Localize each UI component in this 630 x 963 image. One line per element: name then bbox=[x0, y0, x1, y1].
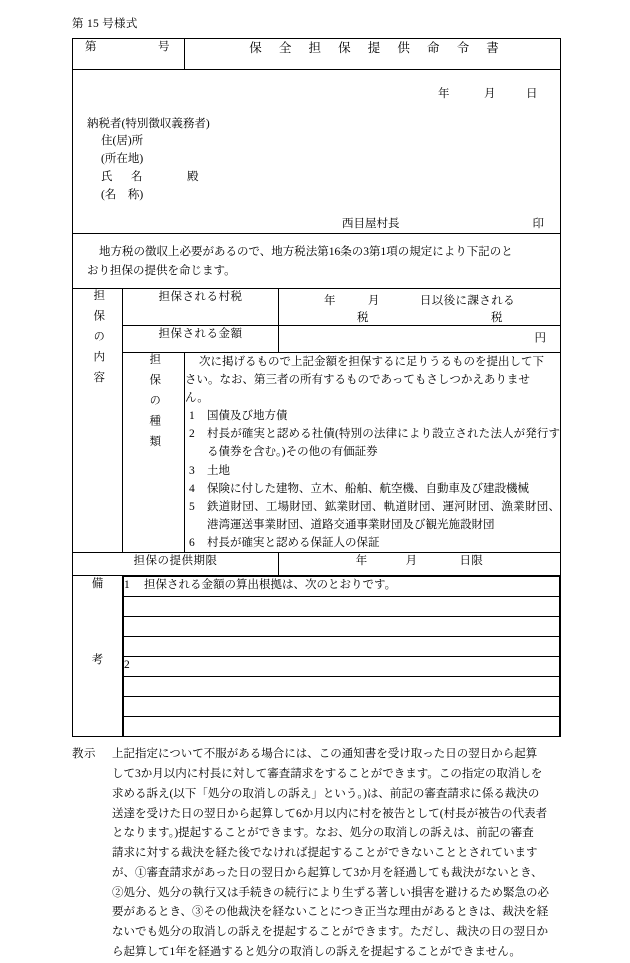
secured-tax-mark-1: 税 bbox=[357, 311, 369, 324]
addressee-block bbox=[73, 104, 560, 234]
document-number-cell bbox=[73, 39, 185, 70]
instruction-line: 要があるとき、③その他裁決を経ないことにつき正当な理由があるときは、裁決を経 bbox=[112, 906, 549, 919]
deadline-row bbox=[73, 553, 561, 576]
table-row bbox=[124, 677, 560, 697]
honorific-label: 殿 bbox=[187, 170, 199, 183]
name-alt-label: (名 称) bbox=[101, 188, 144, 201]
seal-mark: 印 bbox=[532, 217, 545, 230]
list-item bbox=[185, 480, 560, 498]
name-label-row bbox=[87, 169, 560, 187]
statement-text bbox=[73, 234, 560, 280]
remark-line[interactable] bbox=[124, 577, 560, 597]
collateral-content-label-cell bbox=[73, 289, 123, 553]
title-row bbox=[73, 39, 561, 70]
item-text: 土地 bbox=[207, 464, 230, 477]
page-title: 保 全 担 保 提 供 命 令 書 bbox=[249, 41, 506, 56]
item-number: 4 bbox=[189, 482, 195, 495]
item-number: 6 bbox=[189, 537, 195, 550]
secured-amount-value-cell bbox=[279, 325, 561, 352]
remark-line[interactable] bbox=[124, 597, 560, 617]
remarks-lines-table bbox=[123, 576, 560, 736]
collateral-kind-row bbox=[73, 352, 561, 553]
secured-amount-label: 担保される金額 bbox=[123, 325, 279, 352]
instruction-line: が、①審査請求があった日の翌日から起算して3か月を経過しても裁決がないとき、 bbox=[112, 866, 543, 879]
item-text: 保険に付した建物、立木、船舶、航空機、自動車及び建設機械 bbox=[207, 482, 529, 495]
secured-tax-month: 月 bbox=[367, 295, 380, 308]
table-row bbox=[124, 597, 560, 617]
statement-row bbox=[73, 234, 561, 289]
instruction-body bbox=[72, 745, 560, 962]
date-year: 年 bbox=[438, 88, 451, 101]
taxpayer-label: 納税者(特別徴収義務者) bbox=[87, 117, 210, 130]
remark-line[interactable] bbox=[124, 677, 560, 697]
secured-tax-marks bbox=[279, 311, 560, 325]
instruction-section bbox=[72, 745, 560, 962]
secured-tax-value-cell bbox=[279, 289, 561, 325]
instruction-line: 求める訴え(以下「処分の取消しの訴え」という。)は、前記の審査請求に係る裁決の bbox=[112, 787, 540, 800]
remarks-label-top: 備 bbox=[91, 578, 104, 591]
collateral-kind-list-cell bbox=[185, 352, 561, 553]
date-day: 日 bbox=[526, 88, 539, 101]
currency-unit: 円 bbox=[534, 332, 547, 344]
table-row bbox=[124, 617, 560, 637]
remarks-content-cell bbox=[123, 576, 561, 737]
collateral-lead-2: さい。なお、第三者の所有するものであってもさしつかえありませ bbox=[185, 373, 530, 386]
remark-number: 1 bbox=[124, 579, 130, 592]
remark-number: 2 bbox=[124, 659, 130, 672]
number-suffix: 号 bbox=[158, 41, 170, 54]
item-text: 村長が確実と認める社債(特別の法律により設立された法人が発行する債券を含む。)その他の有価証券 bbox=[207, 428, 561, 459]
list-item bbox=[185, 498, 560, 534]
issuer-row bbox=[87, 216, 560, 234]
addressee-row bbox=[73, 70, 561, 234]
deadline-day: 日限 bbox=[459, 555, 484, 568]
remark-line[interactable] bbox=[124, 617, 560, 637]
secured-tax-mark-2: 税 bbox=[491, 311, 503, 324]
main-form-table bbox=[72, 38, 561, 737]
item-number: 3 bbox=[189, 464, 195, 477]
issue-date-line bbox=[73, 70, 560, 103]
item-text: 鉄道財団、工場財団、鉱業財団、軌道財団、運河財団、漁業財団、港湾運送事業財団、道路交通事業財団及び観光施設財団 bbox=[207, 500, 561, 532]
statement-cell bbox=[73, 234, 561, 289]
deadline-value-cell bbox=[279, 553, 561, 576]
collateral-item-list bbox=[185, 407, 560, 552]
date-month: 月 bbox=[484, 88, 497, 101]
table-row bbox=[124, 577, 560, 597]
remark-line[interactable] bbox=[124, 657, 560, 677]
table-row bbox=[124, 637, 560, 657]
remark-line[interactable] bbox=[124, 637, 560, 657]
deadline-label: 担保の提供期限 bbox=[73, 553, 279, 576]
table-row bbox=[124, 717, 560, 737]
instruction-line: して3か月以内に村長に対して審査請求をすることができます。この指定の取消しを bbox=[112, 768, 543, 781]
secured-tax-row bbox=[73, 289, 561, 325]
item-number: 5 bbox=[189, 500, 195, 513]
collateral-lead-3: ん。 bbox=[185, 391, 209, 404]
remarks-label-cell bbox=[73, 576, 123, 737]
remark-line[interactable] bbox=[124, 697, 560, 717]
list-item bbox=[185, 462, 560, 480]
deadline-month: 月 bbox=[405, 555, 418, 568]
instruction-line: ②処分、処分の執行又は手続きの続行により生ずる著しい損害を避けるため緊急の必 bbox=[112, 886, 549, 899]
item-number: 2 bbox=[189, 428, 195, 441]
remarks-row bbox=[73, 576, 561, 737]
addressee-cell bbox=[73, 70, 561, 234]
table-row bbox=[124, 697, 560, 717]
instruction-label: 教示 bbox=[72, 748, 96, 761]
secured-tax-label: 担保される村税 bbox=[123, 289, 279, 325]
item-text: 村長が確実と認める保証人の保証 bbox=[207, 537, 380, 550]
list-item bbox=[185, 425, 560, 461]
secured-tax-year: 年 bbox=[324, 295, 336, 308]
list-item bbox=[185, 534, 560, 552]
form-number: 第 15 号様式 bbox=[72, 18, 138, 30]
item-text: 国債及び地方債 bbox=[207, 410, 288, 423]
instruction-line: 請求に対する裁決を経た後でなければ提起することができないこととされています bbox=[112, 847, 538, 860]
deadline-year: 年 bbox=[355, 555, 368, 568]
secured-tax-after: 日以後に課される bbox=[419, 295, 516, 308]
instruction-line: 上記指定について不服がある場合には、この通知書を受け取った日の翌日から起算 bbox=[112, 748, 538, 761]
remarks-label-bottom: 考 bbox=[91, 653, 104, 666]
secured-amount-row bbox=[73, 325, 561, 352]
collateral-kind-label: 担保の種類 bbox=[148, 352, 161, 456]
location-label: (所在地) bbox=[101, 153, 144, 166]
statement-line-2: おり担保の提供を命じます。 bbox=[87, 265, 236, 277]
number-prefix: 第 bbox=[85, 41, 97, 54]
instruction-line: 送達を受けた日の翌日から起算して6か月以内に村を被告として(村長が被告の代表者 bbox=[112, 807, 548, 820]
name-label-first: 氏 bbox=[101, 170, 113, 183]
instruction-line: ないでも処分の取消しの訴えを提起することができます。ただし、裁決の日の翌日か bbox=[112, 926, 549, 939]
instruction-line: となります。)提起することができます。なお、処分の取消しの訴えは、前記の審査 bbox=[112, 827, 534, 840]
issuer-title: 西目屋村長 bbox=[342, 217, 400, 230]
list-item bbox=[185, 407, 560, 425]
instruction-line: ら起算して1年を経過すると処分の取消しの訴えを提起することができません。 bbox=[112, 946, 521, 958]
collateral-kind-label-cell bbox=[123, 352, 185, 553]
secured-tax-date-line bbox=[279, 289, 560, 310]
collateral-lead-1: 次に掲げるもので上記金額を担保するに足りうるものを提出して下 bbox=[199, 355, 544, 368]
name-label-second: 名 bbox=[131, 170, 143, 183]
table-row bbox=[124, 657, 560, 677]
statement-line-1: 地方税の徴収上必要があるので、地方税法第16条の3第1項の規定により下記のと bbox=[99, 246, 513, 259]
collateral-content-label: 担保の内容 bbox=[92, 289, 105, 392]
document-title-cell bbox=[185, 39, 561, 70]
item-number: 1 bbox=[189, 410, 195, 423]
address-label: 住(居)所 bbox=[101, 135, 144, 148]
remark-line[interactable] bbox=[124, 717, 560, 737]
remark-text: 担保される金額の算出根拠は、次のとおりです。 bbox=[144, 579, 397, 592]
